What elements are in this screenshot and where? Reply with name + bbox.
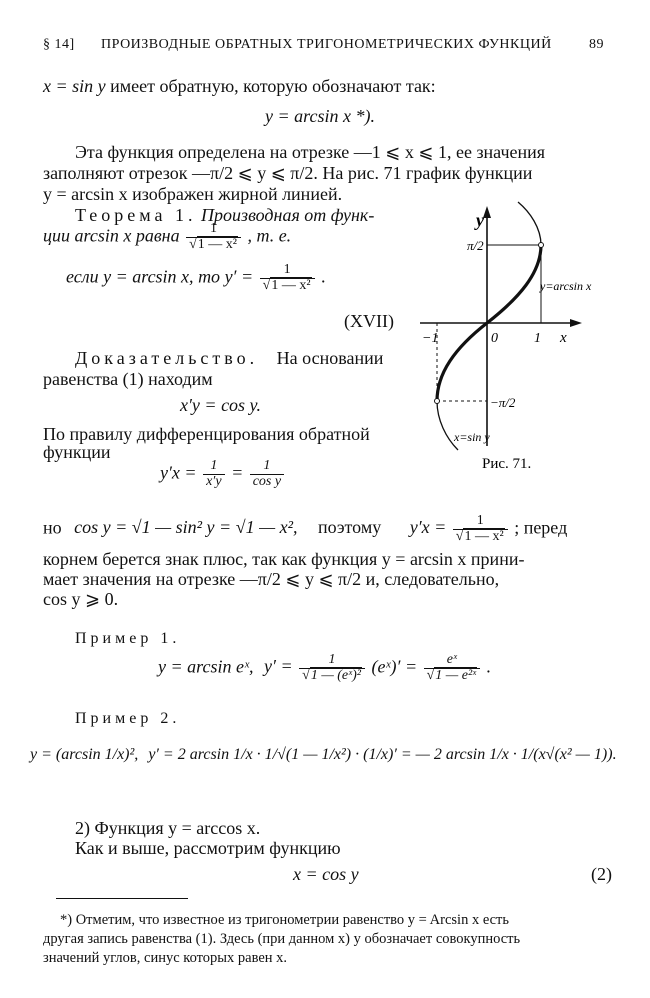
label-x-neg: −1 (422, 331, 439, 346)
label-neg-pi-half: −π/2 (490, 395, 516, 410)
footnote-line3: значений углов, синус которых равен x. (43, 950, 288, 966)
ex1-dot: . (486, 656, 492, 677)
frac-num: 1 (263, 458, 271, 473)
therefore-word: поэтому (317, 517, 382, 538)
label-x-pos: 1 (534, 331, 541, 346)
proof-line3: По правилу дифференцирования обратной (43, 424, 370, 444)
para1-line1: Эта функция определена на отрезке —1 ⩽ x ⩽ 1, ее значения (75, 142, 546, 162)
eq-x-sin-y: x = sin y (43, 76, 106, 96)
intro-line (43, 76, 436, 97)
frac-num: eˣ (446, 652, 457, 667)
ex2-mid: y′ = 2 arcsin 1/x · 1/√(1 — 1/x²) · (1/x)′ = — 2 arcsin 1/x · 1/(x√(x² — 1)). (148, 746, 617, 763)
axis-y-label: y (476, 210, 484, 230)
frac-den: 1 — e²ˣ (435, 667, 477, 683)
theorem-fraction: $\frac{1}{\text{√1 — x²}}$ (186, 222, 241, 252)
section2-title: 2) Функция y = arccos x. (75, 818, 261, 838)
frac-num: 1 (210, 458, 218, 473)
frac-num: 1 (476, 513, 484, 528)
cos-equation: cos y = √1 — sin² y = √1 — x², (74, 517, 298, 538)
para1-line3: y = arcsin x изображен жирной линией. (43, 184, 343, 204)
proof-para-line3: cos y ⩾ 0. (43, 589, 119, 609)
proof-eq2 (160, 459, 286, 489)
section2-text: Как и выше, рассмотрим функцию (75, 838, 341, 858)
theorem-formula (66, 263, 326, 293)
point-bottom (435, 399, 440, 404)
frac-den: 1 — (eˣ)² (310, 667, 361, 683)
theorem-text3: равна (135, 225, 180, 246)
example1-label: Пример 1. (75, 630, 181, 647)
theorem-label: Теорема 1. (75, 205, 197, 225)
running-title: ПРОИЗВОДНЫЕ ОБРАТНЫХ ТРИГОНОМЕТРИЧЕСКИХ ФУНКЦИЙ (101, 37, 552, 52)
example2-label: Пример 2. (75, 710, 181, 727)
proof-eq1: x′y = cos y. (180, 395, 262, 415)
definition-eq: y = arcsin x *). (265, 106, 375, 126)
figure-71 (410, 198, 610, 472)
theorem-func: arcsin x (74, 225, 132, 246)
point-top (539, 243, 544, 248)
eq-y-prime: y′ = (224, 266, 254, 287)
formula-fraction: $\frac{1}{\text{√1 — x²}}$ (260, 263, 315, 293)
ex1-lhs: y = arcsin eˣ, (158, 656, 254, 677)
theorem-text2: ции (43, 225, 70, 246)
intro-text: имеет обратную, которую обозначают так: (110, 76, 436, 96)
frac-den: 1 — x² (271, 277, 311, 293)
formula-number: (XVII) (344, 311, 394, 331)
ex1-factor: (eˣ)′ = (371, 656, 418, 677)
label-pi-half: π/2 (467, 238, 484, 253)
example1-formula: y = arcsin eˣ, y′ = $\frac{1}{\text{√1 — (eˣ)²}}$ (eˣ)′ = $\frac{\text{eˣ}}{\text{√1 — e²ˣ}}$ . (158, 652, 492, 683)
then-word: то (198, 266, 221, 287)
proof-para-line1: корнем берется знак плюс, так как функция y = arcsin x прини- (43, 549, 525, 569)
theorem-tail: , т. е. (247, 225, 292, 246)
figure-caption: Рис. 71. (482, 456, 532, 472)
x-arrow (570, 319, 582, 327)
footnote-line1: *) Отметим, что известное из тригонометрии равенство y = Arcsin x есть (60, 912, 510, 928)
before-word: ; перед (514, 517, 568, 538)
curve-label-arcsin: y=arcsin x (540, 279, 592, 293)
sine-continuation-top (518, 202, 541, 245)
example2-formula (30, 746, 617, 764)
result-lhs: y′x = (409, 517, 447, 538)
eq-y-arcsin: y = arcsin x, (103, 266, 194, 287)
eq-mid: = (231, 462, 244, 483)
but-word: но (43, 517, 62, 538)
label-origin: 0 (491, 331, 498, 346)
frac-den: cos y (250, 474, 284, 490)
section2-eq-number: (2) (591, 864, 612, 884)
proof-label: Доказательство. (75, 348, 259, 368)
page-number: 89 (589, 37, 604, 52)
frac-den: x′y (203, 474, 225, 490)
frac-den: 1 — x² (197, 236, 237, 252)
frac-num: 1 (210, 221, 218, 236)
frac-num: 1 (283, 262, 291, 277)
footnote-line2: другая запись равенства (1). Здесь (при данном x) y обозначает совокупность (43, 931, 521, 947)
section2-eq: x = cos y (293, 864, 359, 884)
footnote-rule (56, 898, 188, 899)
y-arrow (483, 206, 491, 218)
section-number: § 14] (43, 37, 75, 52)
if-word: если (66, 266, 99, 287)
proof-line2: равенства (1) находим (43, 369, 213, 389)
frac-den: 1 — x² (464, 528, 504, 544)
curve-label-sin: x=sin y (454, 430, 490, 444)
frac-num: 1 (328, 652, 336, 667)
axis-x-label: x (560, 330, 567, 346)
proof-line4: функции (43, 442, 111, 462)
ex1-mid: y′ = (264, 656, 293, 677)
theorem-line2 (43, 222, 291, 252)
proof-text1: На основании (276, 348, 384, 368)
theorem-text1: Производная от функ- (201, 205, 375, 225)
proof-cos-line: но cos y = √1 — sin² y = √1 — x², поэтому y′x = $\frac{1}{\text{√1 — x²}}$ ; перед (43, 513, 568, 544)
formula-dot: . (321, 266, 326, 287)
eq-lhs: y′x = (160, 462, 197, 483)
para1-line2: заполняют отрезок —π/2 ⩽ y ⩽ π/2. На рис. 71 график функции (43, 163, 533, 183)
proof-line1 (75, 348, 383, 369)
ex2-lhs: y = (arcsin 1/x)², (30, 746, 139, 763)
proof-para-line2: мает значения на отрезке —π/2 ⩽ y ⩽ π/2 и, следовательно, (43, 569, 500, 589)
